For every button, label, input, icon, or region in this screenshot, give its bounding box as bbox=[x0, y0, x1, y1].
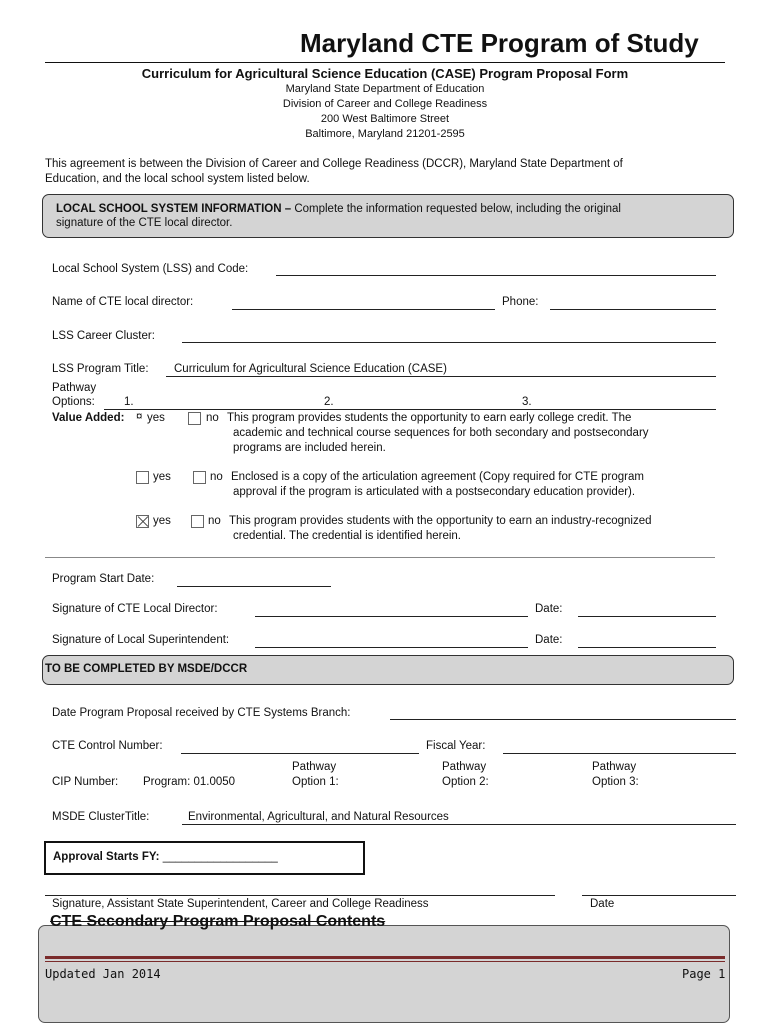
row3-no-checkbox[interactable] bbox=[191, 515, 204, 528]
value-added-label: Value Added: bbox=[52, 412, 125, 424]
row1-no-checkbox[interactable] bbox=[188, 412, 201, 425]
pathway-3-option: Option 3: bbox=[592, 776, 639, 788]
received-date-label: Date Program Proposal received by CTE Systems Branch: bbox=[52, 707, 351, 719]
row1-text-3: programs are included herein. bbox=[233, 442, 386, 454]
msde-section-heading: TO BE COMPLETED BY MSDE/DCCR bbox=[45, 663, 248, 675]
control-number-label: CTE Control Number: bbox=[52, 740, 163, 752]
asst-signature-field[interactable] bbox=[45, 895, 555, 896]
control-number-field[interactable] bbox=[181, 753, 419, 754]
page-title: Maryland CTE Program of Study bbox=[300, 28, 699, 58]
row3-text-1: This program provides students with the opportunity to earn an industry-recognized bbox=[229, 515, 652, 527]
cluster-title-field[interactable] bbox=[182, 824, 736, 825]
superintendent-signature-label: Signature of Local Superintendent: bbox=[52, 634, 230, 646]
asst-signature-label: Signature, Assistant State Superintendent, Career and College Readiness bbox=[52, 898, 429, 910]
cip-number-label: CIP Number: bbox=[52, 776, 119, 788]
superintendent-signature-field[interactable] bbox=[255, 647, 528, 648]
section-divider bbox=[45, 557, 715, 558]
asst-date-label: Date bbox=[590, 898, 615, 910]
approval-box[interactable] bbox=[44, 841, 365, 875]
pathway-2-option: Option 2: bbox=[442, 776, 489, 788]
footer-rule-thick bbox=[45, 956, 725, 959]
career-cluster-label: LSS Career Cluster: bbox=[52, 330, 155, 342]
fiscal-year-label: Fiscal Year: bbox=[426, 740, 486, 752]
address-line-4: Baltimore, Maryland 21201-2595 bbox=[305, 128, 465, 140]
cip-program-code: Program: 01.0050 bbox=[143, 776, 236, 788]
program-title-field[interactable] bbox=[166, 376, 716, 377]
row3-yes-label: yes bbox=[153, 515, 171, 527]
director-name-label: Name of CTE local director: bbox=[52, 296, 194, 308]
phone-label: Phone: bbox=[502, 296, 539, 308]
contents-heading: CTE Secondary Program Proposal Contents bbox=[50, 913, 386, 930]
row2-no-checkbox[interactable] bbox=[193, 471, 206, 484]
start-date-label: Program Start Date: bbox=[52, 573, 155, 585]
approval-label: Approval Starts FY: bbox=[53, 851, 160, 863]
program-title-value: Curriculum for Agricultural Science Education (CASE) bbox=[174, 363, 447, 375]
title-rule bbox=[45, 62, 725, 63]
local-section-header bbox=[42, 194, 734, 238]
row3-yes-checkbox[interactable] bbox=[136, 515, 149, 528]
director-date-field[interactable] bbox=[578, 616, 716, 617]
form-subtitle: Curriculum for Agricultural Science Education (CASE) Program Proposal Form bbox=[141, 66, 629, 81]
pathway-label-2: Options: bbox=[52, 396, 95, 408]
approval-blank: __________________ bbox=[162, 851, 278, 863]
row1-text-2: academic and technical course sequences for both secondary and postsecondary bbox=[233, 427, 649, 439]
value-added-bullet: ¤ bbox=[136, 411, 143, 423]
local-section-heading: LOCAL SCHOOL SYSTEM INFORMATION – bbox=[56, 203, 292, 215]
pathway-3-label: Pathway bbox=[592, 761, 637, 773]
program-title-label: LSS Program Title: bbox=[52, 363, 149, 375]
pathway-2-label: Pathway bbox=[442, 761, 487, 773]
row2-text-2: approval if the program is articulated with a postsecondary education provider). bbox=[233, 486, 636, 498]
row2-yes-label: yes bbox=[153, 471, 171, 483]
row2-yes-checkbox[interactable] bbox=[136, 471, 149, 484]
row2-no-label: no bbox=[210, 471, 223, 483]
lss-code-field[interactable] bbox=[276, 275, 716, 276]
pathway-label-1: Pathway bbox=[52, 382, 97, 394]
director-name-field[interactable] bbox=[232, 309, 495, 310]
director-date-label: Date: bbox=[535, 603, 563, 615]
pathway-option-2: 2. bbox=[324, 396, 334, 408]
asst-date-field[interactable] bbox=[582, 895, 736, 896]
row1-no-label: no bbox=[206, 412, 219, 424]
address-line-2: Division of Career and College Readiness bbox=[282, 98, 488, 110]
pathway-1-option: Option 1: bbox=[292, 776, 339, 788]
pathway-option-1: 1. bbox=[124, 396, 134, 408]
superintendent-date-field[interactable] bbox=[578, 647, 716, 648]
local-section-text-1: Complete the information requested below, including the original bbox=[291, 203, 621, 215]
row1-yes-label: yes bbox=[147, 412, 165, 424]
footer-page-number: Page 1 bbox=[682, 967, 726, 981]
director-signature-field[interactable] bbox=[255, 616, 528, 617]
received-date-field[interactable] bbox=[390, 719, 736, 720]
local-section-text-2: signature of the CTE local director. bbox=[56, 217, 233, 229]
start-date-field[interactable] bbox=[177, 586, 331, 587]
fiscal-year-field[interactable] bbox=[503, 753, 736, 754]
msde-section-header bbox=[42, 655, 734, 685]
address-line-1: Maryland State Department of Education bbox=[285, 83, 485, 95]
cluster-title-value: Environmental, Agricultural, and Natural Resources bbox=[188, 811, 449, 823]
row3-no-label: no bbox=[208, 515, 221, 527]
superintendent-date-label: Date: bbox=[535, 634, 563, 646]
intro-line-1: This agreement is between the Division of Career and College Readiness (DCCR), Maryland State Department of bbox=[45, 158, 623, 170]
cluster-title-label: MSDE ClusterTitle: bbox=[52, 811, 150, 823]
footer-updated: Updated Jan 2014 bbox=[45, 967, 161, 981]
director-signature-label: Signature of CTE Local Director: bbox=[52, 603, 218, 615]
career-cluster-field[interactable] bbox=[182, 342, 716, 343]
lss-code-label: Local School System (LSS) and Code: bbox=[52, 263, 249, 275]
pathway-option-3: 3. bbox=[522, 396, 532, 408]
footer-rule-thin bbox=[45, 961, 725, 962]
row1-text-1: This program provides students the opportunity to earn early college credit. The bbox=[227, 412, 632, 424]
intro-line-2: Education, and the local school system listed below. bbox=[45, 173, 310, 185]
phone-field[interactable] bbox=[550, 309, 716, 310]
row2-text-1: Enclosed is a copy of the articulation agreement (Copy required for CTE program bbox=[231, 471, 644, 483]
pathway-options-field[interactable] bbox=[104, 409, 716, 410]
pathway-1-label: Pathway bbox=[292, 761, 337, 773]
address-line-3: 200 West Baltimore Street bbox=[320, 113, 450, 125]
row3-text-2: credential. The credential is identified herein. bbox=[233, 530, 462, 542]
